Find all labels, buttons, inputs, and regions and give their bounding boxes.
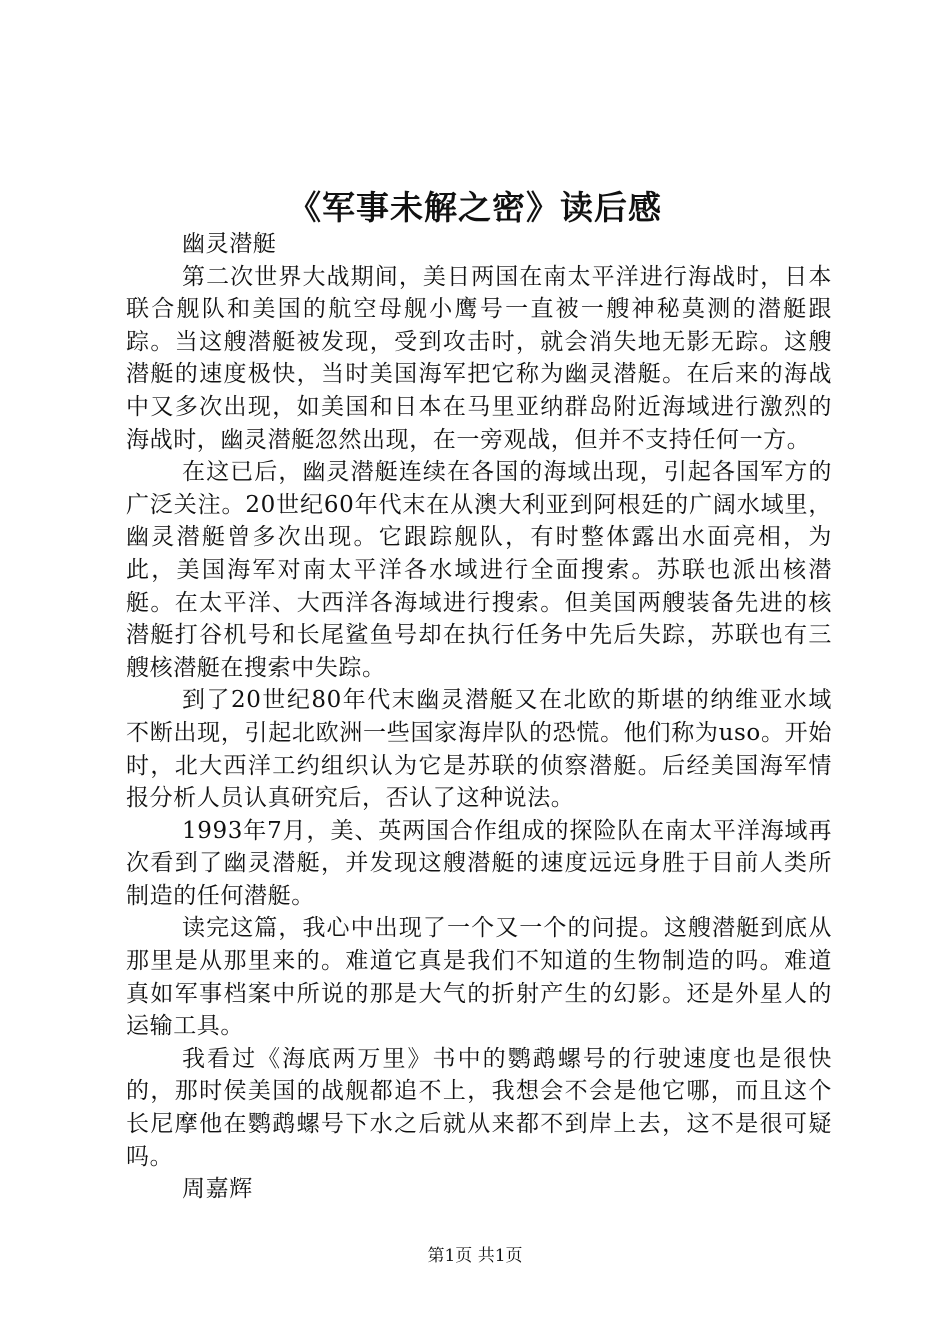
- document-title: 《军事未解之密》读后感: [288, 188, 662, 227]
- document-body: [126, 228, 832, 1206]
- paragraph: 在这已后，幽灵潜艇连续在各国的海域出现，引起各国军方的广泛关注。20世纪60年代末在从澳大利亚到阿根廷的广阔水域里，幽灵潜艇曾多次出现。它跟踪舰队，有时整体露出水面亮相，为此，美国海军对南太平洋各水域进行全面搜索。苏联也派出核潜艇。在太平洋、大西洋各海域进行搜索。但美国两艘装备先进的核潜艇打谷机号和长尾鲨鱼号却在执行任务中先后失踪，苏联也有三艘核潜艇在搜索中失踪。: [126, 459, 832, 681]
- page-number-footer: 第1页 共1页: [427, 1246, 523, 1266]
- paragraph: 读完这篇，我心中出现了一个又一个的问提。这艘潜艇到底从那里是从那里来的。难道它真是我们不知道的生物制造的吗。难道真如军事档案中所说的那是大气的折射产生的幻影。还是外星人的运输工具。: [126, 915, 832, 1040]
- author-name: 周嘉辉: [182, 1176, 253, 1203]
- document-subtitle: 幽灵潜艇: [182, 231, 277, 257]
- paragraph: 到了20世纪80年代末幽灵潜艇又在北欧的斯堪的纳维亚水域不断出现，引起北欧洲一些国家海岸队的恐慌。他们称为uso。开始时，北大西洋工约组织认为它是苏联的侦察潜艇。后经美国海军情报分析人员认真研究后，否认了这种说法。: [126, 687, 832, 812]
- paragraph: 第二次世界大战期间，美日两国在南太平洋进行海战时，日本联合舰队和美国的航空母舰小鹰号一直被一艘神秘莫测的潜艇跟踪。当这艘潜艇被发现，受到攻击时，就会消失地无影无踪。这艘潜艇的速度极快，当时美国海军把它称为幽灵潜艇。在后来的海战中又多次出现，如美国和日本在马里亚纳群岛附近海域进行激烈的海战时，幽灵潜艇忽然出现，在一旁观战，但并不支持任何一方。: [126, 263, 832, 453]
- paragraph: 我看过《海底两万里》书中的鹦鹉螺号的行驶速度也是很快的，那时侯美国的战舰都追不上，我想会不会是他它哪，而且这个长尼摩他在鹦鹉螺号下水之后就从来都不到岸上去，这不是很可疑吗。: [126, 1045, 832, 1170]
- paragraph: 1993年7月，美、英两国合作组成的探险队在南太平洋海域再次看到了幽灵潜艇，并发现这艘潜艇的速度远远身胜于目前人类所制造的任何潜艇。: [126, 817, 832, 909]
